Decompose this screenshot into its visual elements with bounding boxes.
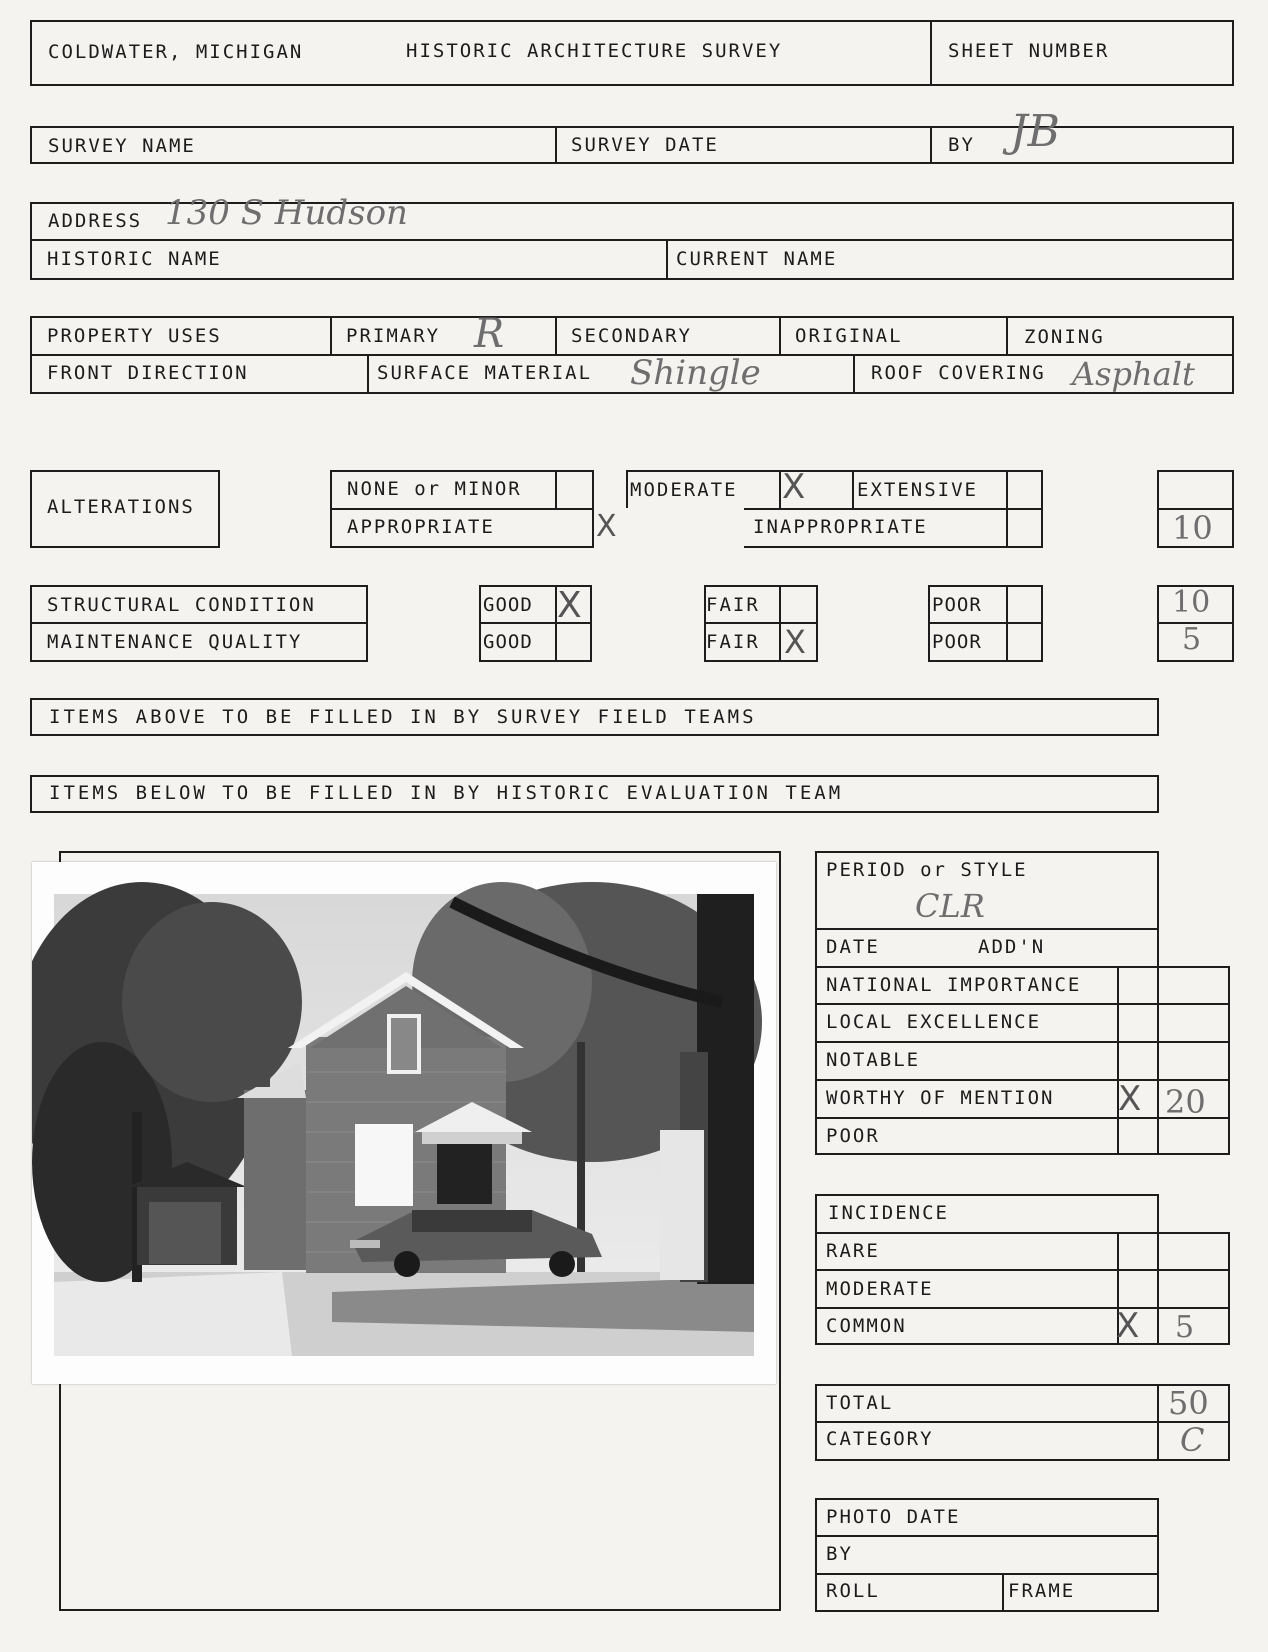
original-label: ORIGINAL xyxy=(795,325,903,347)
moderate-label: MODERATE xyxy=(630,479,738,501)
secondary-label: SECONDARY xyxy=(571,325,692,347)
category-label: CATEGORY xyxy=(826,1428,934,1450)
date-label: DATE xyxy=(826,936,880,958)
common-mark: X xyxy=(1116,1306,1140,1346)
alterations-label: ALTERATIONS xyxy=(47,496,195,518)
address-value: 130 S Hudson xyxy=(165,193,408,233)
appropriate-check-mark: X xyxy=(596,509,617,544)
addn-label: ADD'N xyxy=(978,936,1046,958)
photo-date-label: PHOTO DATE xyxy=(826,1506,961,1528)
structural-score: 10 xyxy=(1172,585,1211,620)
frame-label: FRAME xyxy=(1008,1580,1076,1602)
roll-label: ROLL xyxy=(826,1580,880,1602)
front-direction-label: FRONT DIRECTION xyxy=(47,362,249,384)
by-label: BY xyxy=(948,134,975,156)
good-label-maintenance: GOOD xyxy=(483,631,533,653)
roof-covering-label: ROOF COVERING xyxy=(871,362,1046,384)
worthy-of-mention-score: 20 xyxy=(1165,1083,1206,1121)
worthy-of-mention-label: WORTHY OF MENTION xyxy=(826,1087,1055,1109)
fair-label-maintenance: FAIR xyxy=(706,631,760,653)
roof-covering-value: Asphalt xyxy=(1072,355,1195,393)
common-score: 5 xyxy=(1175,1310,1195,1345)
historic-name-label: HISTORIC NAME xyxy=(47,248,222,270)
survey-name-label: SURVEY NAME xyxy=(48,135,196,157)
maintenance-fair-mark: X xyxy=(784,623,806,661)
common-label: COMMON xyxy=(826,1315,907,1337)
good-label-structural: GOOD xyxy=(483,594,533,616)
form-title: HISTORIC ARCHITECTURE SURVEY xyxy=(406,40,783,62)
worthy-of-mention-mark: X xyxy=(1118,1079,1142,1119)
property-uses-label: PROPERTY USES xyxy=(47,325,222,347)
category-value: C xyxy=(1180,1421,1205,1459)
incidence-label: INCIDENCE xyxy=(828,1202,949,1224)
total-value: 50 xyxy=(1168,1384,1209,1422)
instruction-below: ITEMS BELOW TO BE FILLED IN BY HISTORIC EVALUATION TEAM xyxy=(49,782,844,804)
surface-material-label: SURFACE MATERIAL xyxy=(377,362,593,384)
current-name-label: CURRENT NAME xyxy=(676,248,838,270)
primary-value: R xyxy=(474,311,505,357)
maintenance-quality-label: MAINTENANCE QUALITY xyxy=(47,631,303,653)
sheet-number-label: SHEET NUMBER xyxy=(948,40,1110,62)
alterations-score: 10 xyxy=(1172,509,1213,547)
local-excellence-label: LOCAL EXCELLENCE xyxy=(826,1011,1042,1033)
rare-label: RARE xyxy=(826,1240,880,1262)
surveyor-initials: JB xyxy=(1010,106,1060,157)
house-photo-image xyxy=(32,862,776,1384)
instruction-above: ITEMS ABOVE TO BE FILLED IN BY SURVEY FIELD TEAMS xyxy=(49,706,757,728)
national-importance-label: NATIONAL IMPORTANCE xyxy=(826,974,1082,996)
structural-good-mark: X xyxy=(557,585,582,626)
house-photograph xyxy=(32,862,776,1384)
period-style-label: PERIOD or STYLE xyxy=(826,859,1028,881)
none-minor-label: NONE or MINOR xyxy=(347,478,522,500)
address-label: ADDRESS xyxy=(48,210,143,232)
moderate-incidence-label: MODERATE xyxy=(826,1278,934,1300)
poor-rating-label: POOR xyxy=(826,1125,880,1147)
poor-label-maintenance: POOR xyxy=(932,631,982,653)
maintenance-score: 5 xyxy=(1182,622,1202,657)
inappropriate-label: INAPPROPRIATE xyxy=(753,516,928,538)
photo-by-label: BY xyxy=(826,1543,853,1565)
extensive-label: EXTENSIVE xyxy=(857,479,978,501)
notable-label: NOTABLE xyxy=(826,1049,921,1071)
city-name: COLDWATER, MICHIGAN xyxy=(48,41,304,63)
zoning-label: ZONING xyxy=(1024,326,1105,348)
structural-condition-label: STRUCTURAL CONDITION xyxy=(47,594,316,616)
fair-label-structural: FAIR xyxy=(706,594,760,616)
moderate-check-mark: X xyxy=(782,467,806,507)
poor-label-structural: POOR xyxy=(932,594,982,616)
surface-material-value: Shingle xyxy=(630,353,761,393)
appropriate-label: APPROPRIATE xyxy=(347,516,495,538)
total-label: TOTAL xyxy=(826,1392,894,1414)
period-style-value: CLR xyxy=(915,887,985,925)
survey-date-label: SURVEY DATE xyxy=(571,134,719,156)
primary-label: PRIMARY xyxy=(346,325,441,347)
